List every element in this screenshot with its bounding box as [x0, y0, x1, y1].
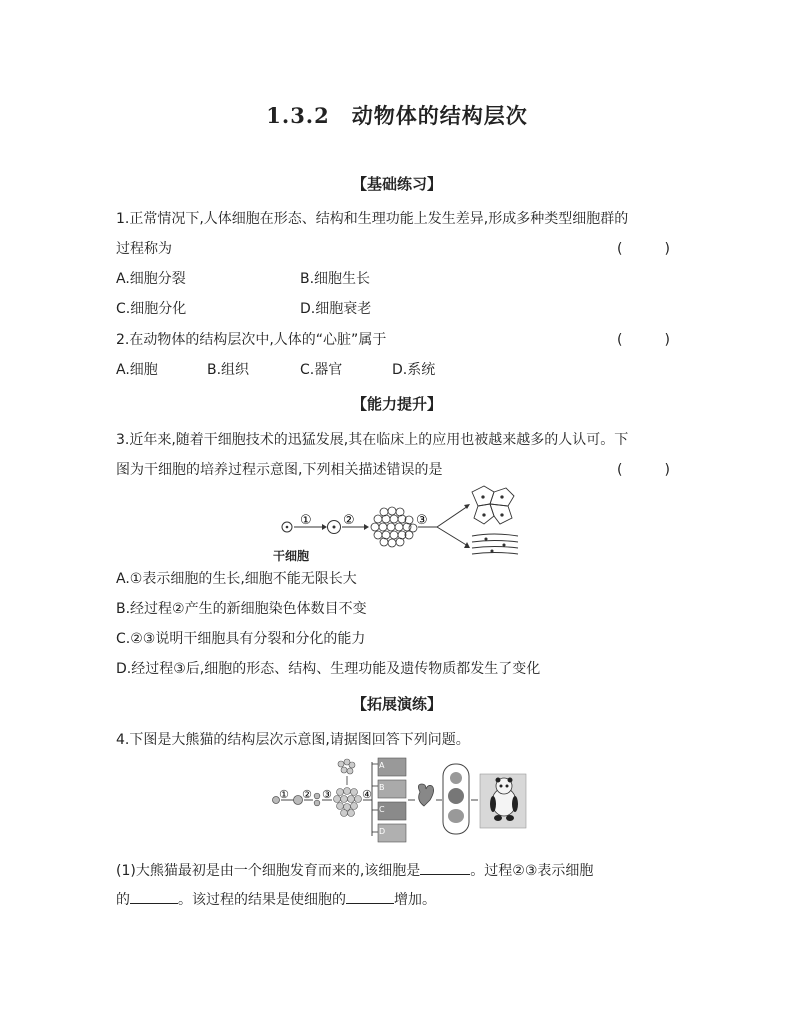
q4-sub1-text-b: 。过程②③表示细胞 — [470, 863, 594, 879]
q1-answer-paren: ( ) — [617, 241, 670, 257]
q4-stem: 4.下图是大熊猫的结构层次示意图,请据图回答下列问题。 — [116, 732, 470, 748]
q3-option-d: D.经过程③后,细胞的形态、结构、生理功能及遗传物质都发生了变化 — [116, 661, 541, 677]
heart-organ — [418, 784, 433, 806]
dividing-cell-cluster — [371, 507, 417, 547]
q3-option-b: B.经过程②产生的新细胞染色体数目不变 — [116, 601, 367, 617]
q1-stem-line2: 过程称为 — [116, 241, 172, 257]
q2-stem: 2.在动物体的结构层次中,人体的“心脏”属于 — [116, 332, 387, 348]
arrow-branch-down — [437, 527, 468, 546]
answer-blank-2[interactable] — [130, 889, 178, 904]
q4-sub1-line2 — [116, 889, 436, 909]
tissue-label-d: D — [379, 827, 386, 836]
panda-hierarchy-diagram — [268, 756, 530, 844]
differentiated-polygonal-cells — [472, 486, 514, 524]
q1-option-c: C.细胞分化 — [116, 301, 187, 317]
q4-step-label-4: ④ — [362, 788, 372, 801]
tissue-label-c: C — [379, 805, 385, 814]
q2-option-d: D.系统 — [392, 362, 436, 378]
q4-sub1-text-c: 的 — [116, 892, 130, 908]
q1-option-d: D.细胞衰老 — [300, 301, 372, 317]
q2-option-a: A.细胞 — [116, 362, 158, 378]
differentiated-fiber-cells — [472, 534, 518, 554]
page-title: 1.3.2 动物体的结构层次 — [266, 103, 528, 128]
q4-sub1-text-d: 。该过程的结果是使细胞的 — [178, 892, 346, 908]
q3-option-c: C.②③说明干细胞具有分裂和分化的能力 — [116, 631, 366, 647]
q4-step-label-1: ① — [279, 788, 289, 801]
step-label-3: ③ — [416, 513, 428, 528]
section-ability-heading: 【能力提升】 — [351, 395, 442, 413]
q4-cell-cluster-top — [338, 759, 355, 774]
section-basic-heading: 【基础练习】 — [351, 175, 442, 193]
tissue-label-a: A — [379, 761, 385, 770]
section-extension-heading: 【拓展演练】 — [351, 695, 442, 713]
q1-option-b: B.细胞生长 — [300, 271, 371, 287]
q4-sub1-text-a: (1)大熊猫最初是由一个细胞发育而来的,该细胞是 — [116, 863, 421, 879]
q1-option-a: A.细胞分裂 — [116, 271, 186, 287]
answer-blank-3[interactable] — [346, 889, 394, 904]
q4-sub1-line1 — [116, 860, 593, 880]
q4-cell-cluster — [334, 788, 362, 817]
step-label-2: ② — [343, 513, 355, 528]
answer-blank-1[interactable] — [420, 860, 470, 875]
q4-step-label-2: ② — [302, 788, 312, 801]
q2-answer-paren: ( ) — [617, 332, 670, 348]
tissue-label-b: B — [379, 783, 385, 792]
q3-answer-paren: ( ) — [617, 462, 670, 478]
q3-stem-line2: 图为干细胞的培养过程示意图,下列相关描述错误的是 — [116, 462, 443, 478]
step-label-1: ① — [300, 513, 312, 528]
stem-cell-diagram — [272, 484, 522, 564]
q2-option-c: C.器官 — [300, 362, 343, 378]
q3-option-a: A.①表示细胞的生长,细胞不能无限长大 — [116, 571, 357, 587]
arrow-branch-up — [437, 506, 468, 527]
q1-stem-line1: 1.正常情况下,人体细胞在形态、结构和生理功能上发生差异,形成多种类型细胞群的 — [116, 211, 629, 227]
q4-sub1-text-e: 增加。 — [394, 892, 436, 908]
stem-cell-label: 干细胞 — [273, 549, 310, 563]
q3-stem-line1: 3.近年来,随着干细胞技术的迅猛发展,其在临床上的应用也被越来越多的人认可。下 — [116, 432, 629, 448]
q4-step-label-3: ③ — [322, 788, 332, 801]
q2-option-b: B.组织 — [207, 362, 250, 378]
